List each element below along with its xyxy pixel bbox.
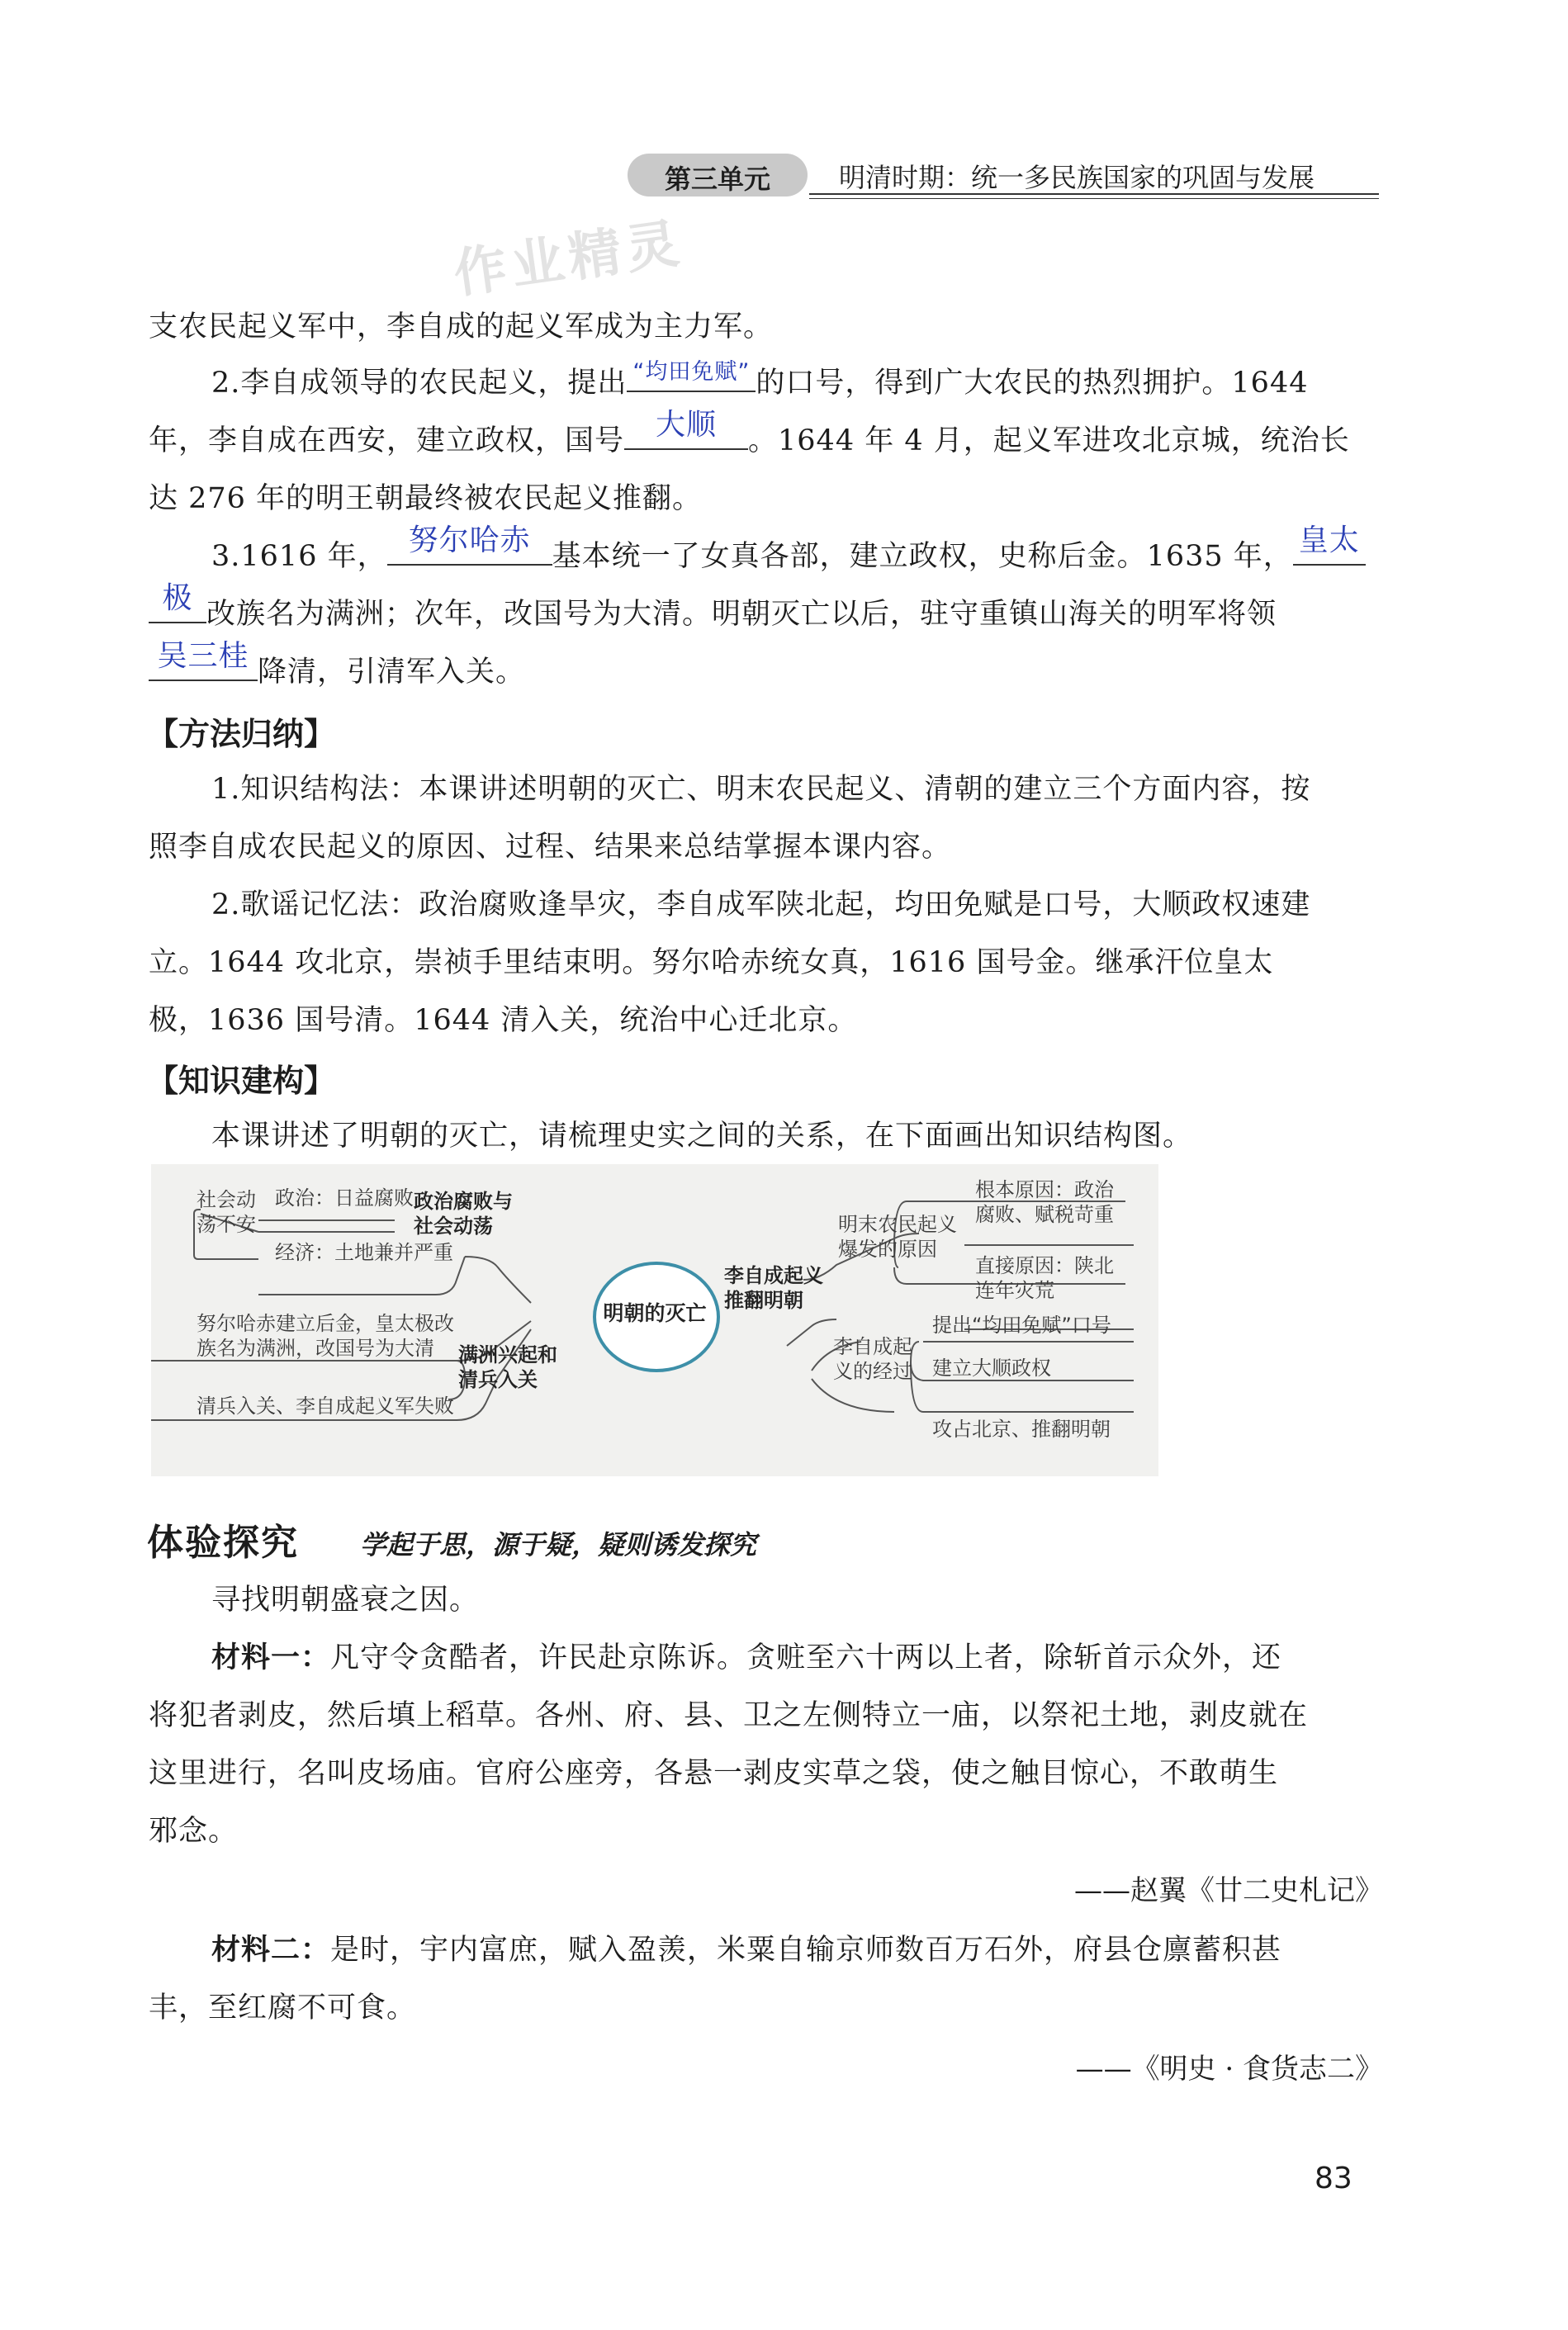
handwritten-answer: 极 bbox=[162, 581, 193, 615]
mind-map bbox=[151, 1164, 1158, 1476]
direct-cause-node: 直接原因：陕北连年灾荒 bbox=[975, 1254, 1114, 1302]
explore-title: 体验探究 bbox=[147, 1522, 299, 1564]
course-step-1: 提出“均田免赋”口号 bbox=[932, 1314, 1111, 1337]
politics-node: 政治：日益腐败 bbox=[275, 1186, 414, 1210]
explore-task: 寻找明朝盛衰之因。 bbox=[211, 1584, 480, 1617]
header-rule-thin bbox=[809, 198, 1379, 199]
header-rule bbox=[809, 193, 1379, 195]
handwritten-answer: 皇太 bbox=[1298, 523, 1360, 557]
handwritten-answer: 大顺 bbox=[656, 408, 718, 442]
material-1-line: 这里进行，名叫皮场庙。官府公座旁，各悬一剥皮实草之袋，使之触目惊心，不敢萌生 bbox=[149, 1757, 1279, 1790]
knowledge-intro: 本课讲述了明朝的灭亡，请梳理史实之间的关系，在下面画出知识结构图。 bbox=[211, 1120, 1193, 1153]
method-text: 立。1644 攻北京，崇祯手里结束明。努尔哈赤统女真，1616 国号金。继承汗位皇太 bbox=[149, 946, 1274, 979]
branch-politics-society: 政治腐败与社会动荡 bbox=[414, 1190, 513, 1238]
course-step-2: 建立大顺政权 bbox=[932, 1357, 1051, 1380]
material-2-line: 材料二：是时，宇内富庶，赋入盈羡，米粟自输京师数百万石外，府县仓廪蓄积甚 bbox=[211, 1934, 1282, 1967]
material-1-line: 材料一：凡守令贪酷者，许民赴京陈诉。贪赃至六十两以上者，除斩首示众外，还 bbox=[211, 1641, 1282, 1674]
unit-badge bbox=[628, 154, 808, 197]
watermark: 作业精灵 bbox=[450, 212, 688, 306]
course-step-3: 攻占北京、推翻明朝 bbox=[932, 1418, 1111, 1441]
method-heading: 【方法归纳】 bbox=[147, 716, 336, 752]
handwritten-answer: 努尔哈赤 bbox=[408, 523, 531, 557]
handwritten-answer: “均田免赋” bbox=[632, 359, 751, 385]
handwritten-answer: 吴三桂 bbox=[157, 639, 249, 673]
causes-node: 明末农民起义爆发的原因 bbox=[838, 1213, 957, 1261]
unit-badge-label: 第三单元 bbox=[664, 163, 770, 195]
answer-blank bbox=[1293, 523, 1366, 566]
answer-blank bbox=[627, 361, 756, 392]
method-text: 2.歌谣记忆法：政治腐败逢旱灾，李自成军陕北起，均田免赋是口号，大顺政权速建 bbox=[211, 888, 1311, 921]
method-text: 照李自成农民起义的原因、过程、结果来总结掌握本课内容。 bbox=[149, 831, 952, 864]
branch-manchu-qing: 满洲兴起和清兵入关 bbox=[458, 1343, 557, 1391]
qing-entry-node: 清兵入关、李自成起义军失败 bbox=[197, 1395, 454, 1418]
social-unrest-node: 社会动荡不安 bbox=[197, 1188, 256, 1236]
material-2-label: 材料二： bbox=[211, 1934, 331, 1967]
material-2-source: ——《明史 · 食货志二》 bbox=[1075, 2053, 1383, 2086]
manchu-rise-node: 努尔哈赤建立后金，皇太极改族名为满洲，改国号为大清 bbox=[197, 1312, 454, 1360]
material-1-line: 邪念。 bbox=[149, 1815, 239, 1848]
answer-blank bbox=[149, 581, 206, 623]
branch-li-zicheng: 李自成起义推翻明朝 bbox=[724, 1264, 823, 1312]
question-2-line-3: 达 276 年的明王朝最终被农民起义推翻。 bbox=[149, 482, 703, 515]
material-1-source: ——赵翼《廿二史札记》 bbox=[1074, 1874, 1383, 1907]
material-1-label: 材料一： bbox=[211, 1641, 331, 1674]
material-2-line: 丰，至红腐不可食。 bbox=[149, 1991, 417, 2025]
course-node: 李自成起义的经过 bbox=[833, 1335, 912, 1383]
method-text: 1.知识结构法：本课讲述明朝的灭亡、明末农民起义、清朝的建立三个方面内容，按 bbox=[211, 773, 1311, 806]
answer-blank bbox=[624, 408, 748, 450]
answer-blank bbox=[149, 639, 258, 681]
root-cause-node: 根本原因：政治腐败、赋税苛重 bbox=[975, 1178, 1114, 1226]
question-3-line-1: 3.1616 年， 努尔哈赤 基本统一了女真各部，建立政权，史称后金。1635 年， 皇太 bbox=[211, 533, 1366, 575]
material-1-line: 将犯者剥皮，然后填上稻草。各州、府、县、卫之左侧特立一庙，以祭祀土地，剥皮就在 bbox=[149, 1699, 1309, 1732]
economy-node: 经济：土地兼并严重 bbox=[275, 1241, 453, 1264]
explore-subtitle: 学起于思，源于疑，疑则诱发探究 bbox=[360, 1529, 757, 1560]
question-2-line-2: 年，李自成在西安，建立政权，国号 大顺 。1644 年 4 月，起义军进攻北京城，统治长 bbox=[149, 418, 1350, 459]
center-node-label: 明朝的灭亡 bbox=[603, 1301, 707, 1325]
unit-title: 明清时期：统一多民族国家的巩固与发展 bbox=[839, 162, 1315, 193]
question-3-line-2: 极 改族名为满洲；次年，改国号为大清。明朝灭亡以后，驻守重镇山海关的明军将领 bbox=[149, 591, 1277, 632]
knowledge-heading: 【知识建构】 bbox=[147, 1063, 336, 1099]
page-number: 83 bbox=[1315, 2162, 1352, 2195]
method-text: 极，1636 国号清。1644 清入关，统治中心迁北京。 bbox=[149, 1004, 858, 1037]
question-2-line-1: 2.李自成领导的农民起义，提出 “均田免赋” 的口号，得到广大农民的热烈拥护。1644 bbox=[211, 360, 1308, 401]
question-3-line-3: 吴三桂 降清，引清军入关。 bbox=[149, 649, 525, 690]
answer-blank bbox=[387, 523, 552, 566]
text-line: 支农民起义军中，李自成的起义军成为主力军。 bbox=[149, 310, 774, 343]
